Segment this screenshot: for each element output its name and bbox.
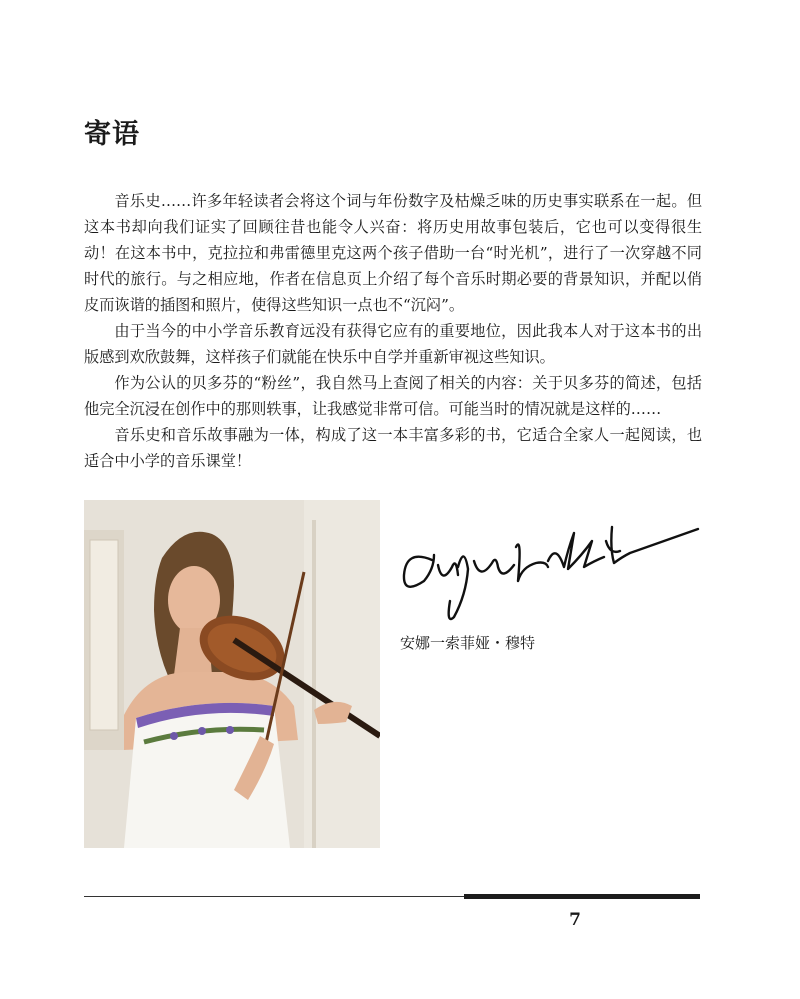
violinist-illustration	[84, 500, 380, 848]
paragraph: 由于当今的中小学音乐教育远没有获得它应有的重要地位，因此我本人对于这本书的出版感到欢欣鼓舞，这样孩子们就能在快乐中自学并重新审视这些知识。	[84, 322, 702, 366]
body-text	[84, 188, 702, 474]
paragraph: 音乐史和音乐故事融为一体，构成了这一本丰富多彩的书，它适合全家人一起阅读，也适合中小学的音乐课堂！	[84, 426, 702, 470]
paragraph: 作为公认的贝多芬的“粉丝”，我自然马上查阅了相关的内容：关于贝多芬的简述，包括他完全沉浸在创作中的那则轶事，让我感觉非常可信。可能当时的情况就是这样的……	[84, 374, 702, 418]
page-title: 寄语	[84, 119, 140, 150]
page-number: 7	[569, 910, 581, 930]
signature	[398, 505, 708, 630]
violinist-photo	[84, 500, 380, 848]
footer-rule-thick	[464, 894, 700, 899]
paragraph: 音乐史……许多年轻读者会将这个词与年份数字及枯燥乏味的历史事实联系在一起。但这本书却向我们证实了回顾往昔也能令人兴奋：将历史用故事包装后，它也可以变得很生动！在这本书中，克拉拉和弗雷德里克这两个孩子借助一台“时光机”，进行了一次穿越不同时代的旅行。与之相应地，作者在信息页上介绍了每个音乐时期必要的背景知识，并配以俏皮而诙谐的插图和照片，使得这些知识一点也不“沉闷”。	[84, 192, 702, 314]
footer-rule-thin	[84, 896, 464, 897]
signature-caption: 安娜一索菲娅・穆特	[400, 634, 536, 652]
